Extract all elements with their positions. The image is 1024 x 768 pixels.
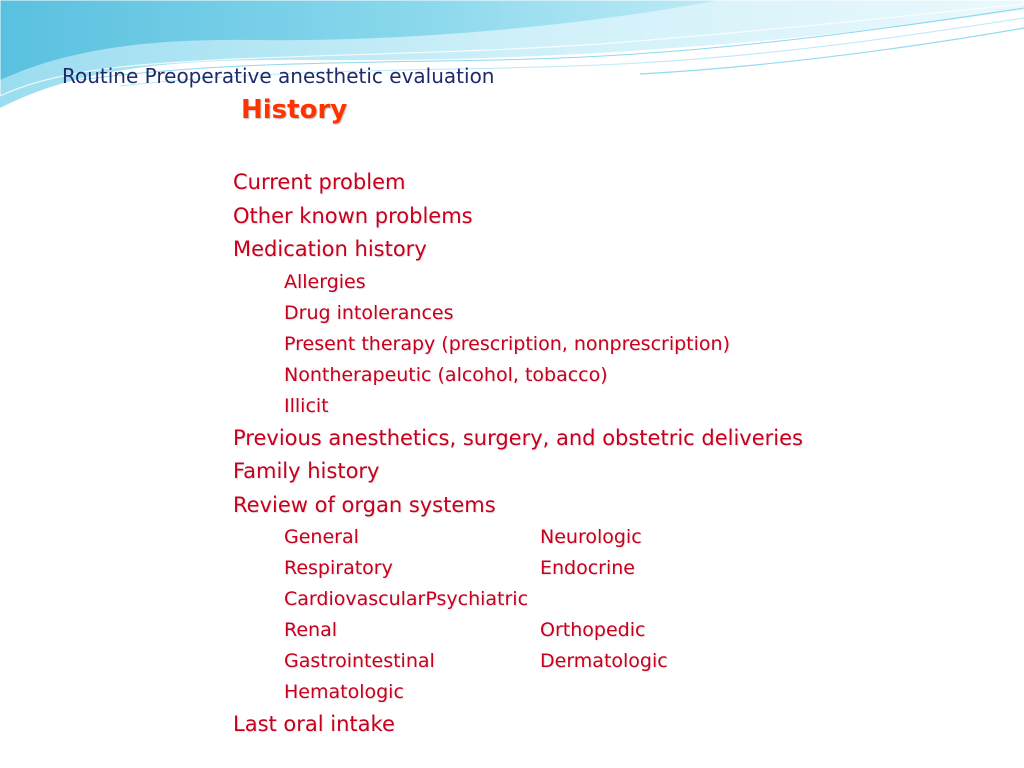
organ-systems-row xyxy=(233,646,993,677)
history-checklist xyxy=(233,166,993,742)
organ-systems-row xyxy=(233,677,993,708)
organ-system-orthopedic: Orthopedic xyxy=(540,619,646,641)
item-review-of-organ-systems: Review of organ systems xyxy=(233,492,496,517)
subitem-present-therapy: Present therapy (prescription, nonprescription) xyxy=(284,332,730,355)
organ-systems-row xyxy=(233,584,993,615)
organ-systems-row xyxy=(233,615,993,646)
slide-subtitle: History xyxy=(241,95,348,125)
organ-system-general: General xyxy=(284,526,359,548)
organ-system-hematologic: Hematologic xyxy=(284,681,404,703)
organ-system-dermatologic: Dermatologic xyxy=(540,650,668,672)
organ-system-cardiovascular: Cardiovascular xyxy=(284,588,426,610)
organ-system-psychiatric: Psychiatric xyxy=(425,588,529,610)
subitem-illicit: Illicit xyxy=(284,394,329,417)
organ-system-renal: Renal xyxy=(284,619,338,641)
organ-system-endocrine: Endocrine xyxy=(540,557,635,579)
organ-system-respiratory: Respiratory xyxy=(284,557,393,579)
subitem-nontherapeutic: Nontherapeutic (alcohol, tobacco) xyxy=(284,363,608,386)
item-previous-anesthetics: Previous anesthetics, surgery, and obstetric deliveries xyxy=(233,425,803,450)
item-current-problem: Current problem xyxy=(233,170,406,194)
slide-title: Routine Preoperative anesthetic evaluation xyxy=(62,64,495,88)
subitem-allergies: Allergies xyxy=(284,270,366,293)
item-last-oral-intake: Last oral intake xyxy=(233,712,395,736)
organ-systems-row xyxy=(233,553,993,584)
organ-system-gastrointestinal: Gastrointestinal xyxy=(284,650,435,672)
organ-systems-row xyxy=(233,522,993,553)
item-family-history: Family history xyxy=(233,459,380,483)
subitem-drug-intolerances: Drug intolerances xyxy=(284,301,454,324)
item-medication-history: Medication history xyxy=(233,237,427,261)
item-other-known-problems: Other known problems xyxy=(233,203,473,228)
organ-system-neurologic: Neurologic xyxy=(540,526,642,548)
